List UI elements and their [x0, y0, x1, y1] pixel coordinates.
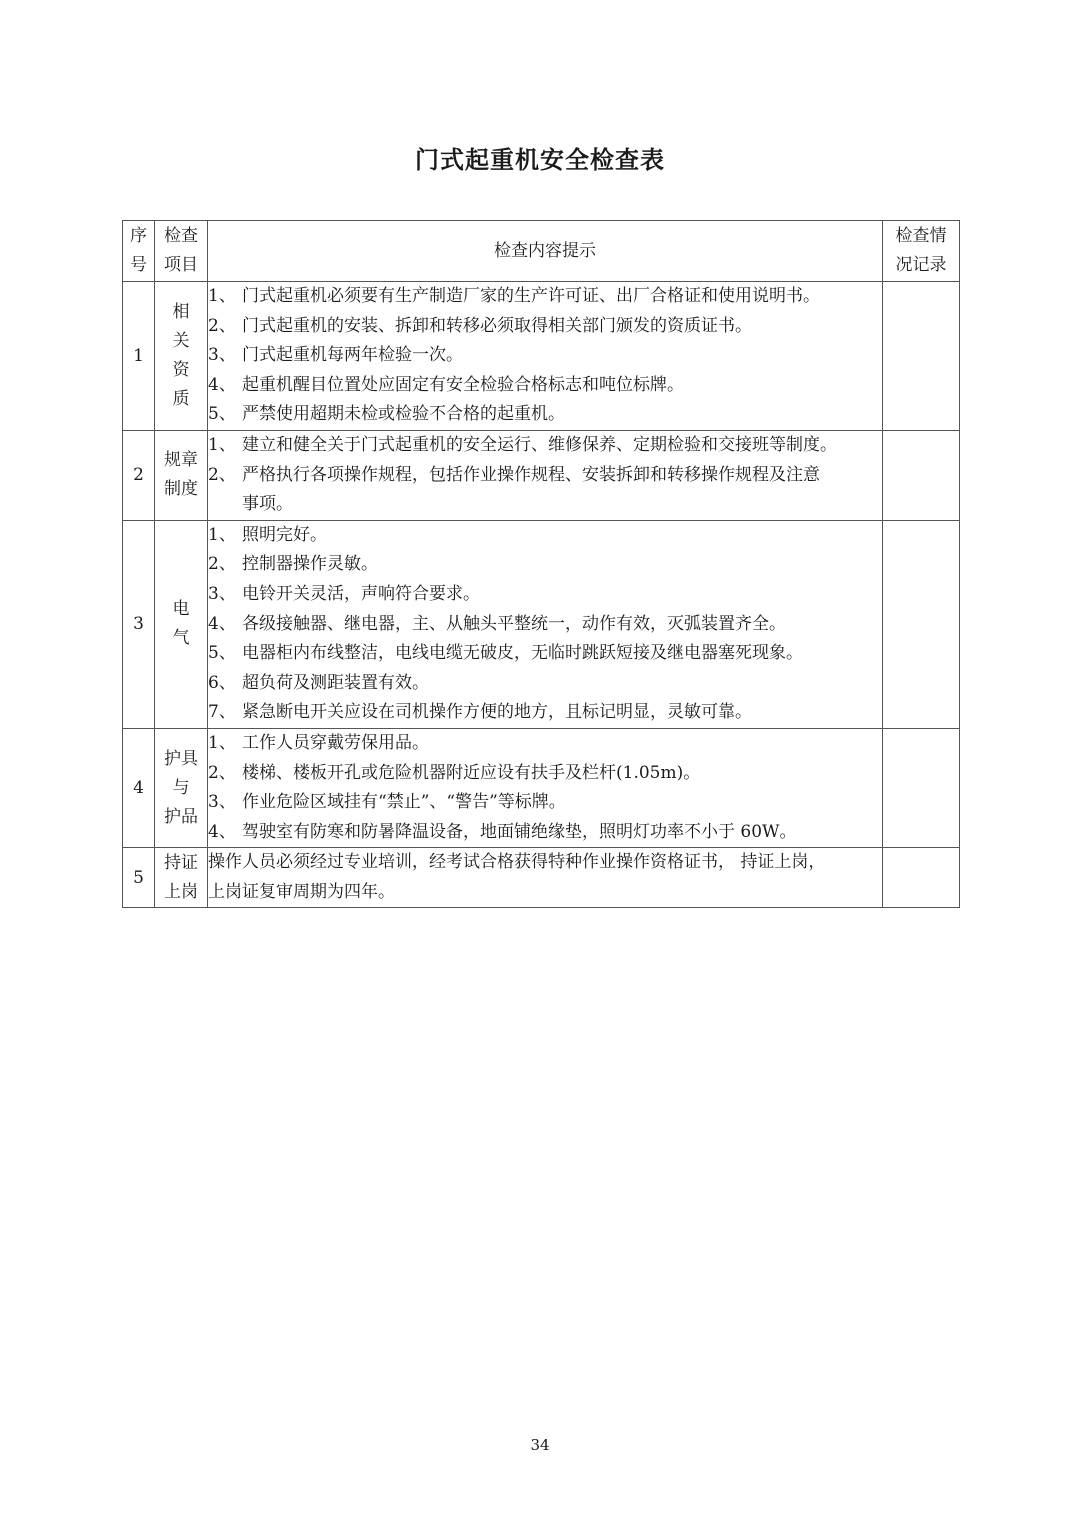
content-line	[208, 610, 882, 640]
row-item-line: 上岗	[164, 881, 198, 902]
content-line	[208, 490, 882, 520]
row-item	[155, 520, 208, 728]
content-line	[208, 400, 882, 430]
row-item-line: 与	[172, 777, 190, 798]
line-text: 严禁使用超期未检或检验不合格的起重机。	[242, 404, 565, 425]
line-number: 2、	[208, 464, 236, 485]
table-row	[123, 282, 960, 431]
table-row	[123, 848, 960, 908]
line-number: 2、	[208, 762, 236, 783]
line-number: 5、	[208, 643, 236, 664]
row-number: 3	[123, 520, 155, 728]
header-content: 检查内容提示	[208, 221, 883, 282]
record-cell[interactable]	[883, 282, 960, 431]
line-number: 3、	[208, 792, 236, 813]
row-item-line: 持证	[164, 852, 198, 873]
header-no-line: 序	[130, 226, 147, 246]
content-line	[208, 698, 882, 728]
row-content	[208, 282, 883, 431]
row-item-line: 护具	[164, 748, 198, 769]
line-number: 6、	[208, 672, 236, 693]
line-number: 3、	[208, 345, 236, 366]
record-cell[interactable]	[883, 520, 960, 728]
header-record-line: 检查情	[895, 226, 947, 246]
header-record	[883, 221, 960, 282]
line-text: 紧急断电开关应设在司机操作方便的地方，且标记明显，灵敏可靠。	[242, 702, 752, 723]
line-text: 照明完好。	[242, 524, 327, 545]
line-text: 建立和健全关于门式起重机的安全运行、维修保养、定期检验和交接班等制度。	[242, 434, 837, 455]
line-number: 4、	[208, 821, 236, 842]
content-line	[208, 818, 882, 848]
content-line: 操作人员必须经过专业培训，经考试合格获得特种作业操作资格证书， 持证上岗，	[208, 852, 826, 873]
content-line	[208, 521, 882, 551]
line-number: 1、	[208, 286, 236, 306]
line-text: 控制器操作灵敏。	[242, 554, 378, 575]
line-number: 5、	[208, 404, 236, 425]
row-number: 4	[123, 728, 155, 847]
header-record-line: 况记录	[895, 255, 947, 275]
line-text: 门式起重机每两年检验一次。	[242, 345, 463, 366]
content-line	[208, 580, 882, 610]
inspection-table	[122, 220, 960, 908]
line-text: 楼梯、楼板开孔或危险机器附近应设有扶手及栏杆(1.05m)。	[242, 762, 701, 783]
table-row	[123, 728, 960, 847]
content-line	[208, 341, 882, 371]
row-item-line: 气	[172, 628, 190, 649]
row-number: 1	[123, 282, 155, 431]
line-text: 事项。	[242, 494, 293, 515]
line-text: 门式起重机必须要有生产制造厂家的生产许可证、出厂合格证和使用说明书。	[242, 286, 820, 306]
content-line	[208, 282, 882, 312]
header-item	[155, 221, 208, 282]
table-row	[123, 430, 960, 520]
record-cell[interactable]	[883, 430, 960, 520]
header-item-line: 项目	[164, 255, 198, 275]
row-number: 5	[123, 848, 155, 908]
line-text: 超负荷及测距装置有效。	[242, 672, 429, 693]
content-line	[208, 371, 882, 401]
row-content	[208, 520, 883, 728]
content-line	[208, 312, 882, 342]
line-number: 1、	[208, 524, 236, 545]
header-no-line: 号	[130, 255, 147, 275]
row-content	[208, 848, 883, 908]
line-number: 2、	[208, 315, 236, 336]
page-number: 34	[530, 1436, 550, 1454]
row-item	[155, 430, 208, 520]
line-number: 7、	[208, 702, 236, 723]
line-text: 电器柜内布线整洁，电线电缆无破皮，无临时跳跃短接及继电器塞死现象。	[242, 643, 803, 664]
row-item	[155, 728, 208, 847]
line-text: 工作人员穿戴劳保用品。	[242, 732, 429, 753]
content-line	[208, 431, 882, 461]
content-line	[208, 639, 882, 669]
line-text: 电铃开关灵活，声响符合要求。	[242, 583, 480, 604]
line-number: 4、	[208, 613, 236, 634]
header-item-line: 检查	[164, 226, 198, 246]
content-line	[208, 669, 882, 699]
row-number: 2	[123, 430, 155, 520]
line-text: 作业危险区域挂有“禁止”、“警告”等标牌。	[242, 792, 566, 813]
row-item-line: 关	[172, 330, 190, 351]
row-item-line: 护品	[164, 806, 198, 827]
content-line	[208, 461, 882, 491]
record-cell[interactable]	[883, 848, 960, 908]
line-text: 各级接触器、继电器，主、从触头平整统一，动作有效，灭弧装置齐全。	[242, 613, 786, 634]
page-title: 门式起重机安全检查表	[415, 145, 665, 174]
row-item-line: 电	[172, 599, 190, 620]
line-text: 起重机醒目位置处应固定有安全检验合格标志和吨位标牌。	[242, 374, 684, 395]
table-header-row	[123, 221, 960, 282]
content-line	[208, 729, 882, 759]
row-item-line: 资	[172, 359, 190, 380]
row-item	[155, 282, 208, 431]
line-text: 驾驶室有防寒和防暑降温设备，地面铺绝缘垫，照明灯功率不小于 60W。	[242, 821, 797, 842]
row-item-line: 质	[172, 388, 190, 409]
content-line	[208, 550, 882, 580]
content-line	[208, 759, 882, 789]
table-row	[123, 520, 960, 728]
row-item-line: 规章	[164, 450, 198, 471]
content-line	[208, 788, 882, 818]
line-number: 1、	[208, 732, 236, 753]
line-number: 2、	[208, 554, 236, 575]
row-item	[155, 848, 208, 908]
line-number: 4、	[208, 374, 236, 395]
record-cell[interactable]	[883, 728, 960, 847]
content-line: 上岗证复审周期为四年。	[208, 881, 395, 902]
row-item-line: 制度	[164, 479, 198, 500]
line-number: 3、	[208, 583, 236, 604]
row-item-line: 相	[172, 301, 190, 322]
row-content	[208, 728, 883, 847]
line-number: 1、	[208, 434, 236, 455]
row-content	[208, 430, 883, 520]
line-text: 严格执行各项操作规程，包括作业操作规程、安装拆卸和转移操作规程及注意	[242, 464, 820, 485]
header-no	[123, 221, 155, 282]
line-text: 门式起重机的安装、拆卸和转移必须取得相关部门颁发的资质证书。	[242, 315, 752, 336]
